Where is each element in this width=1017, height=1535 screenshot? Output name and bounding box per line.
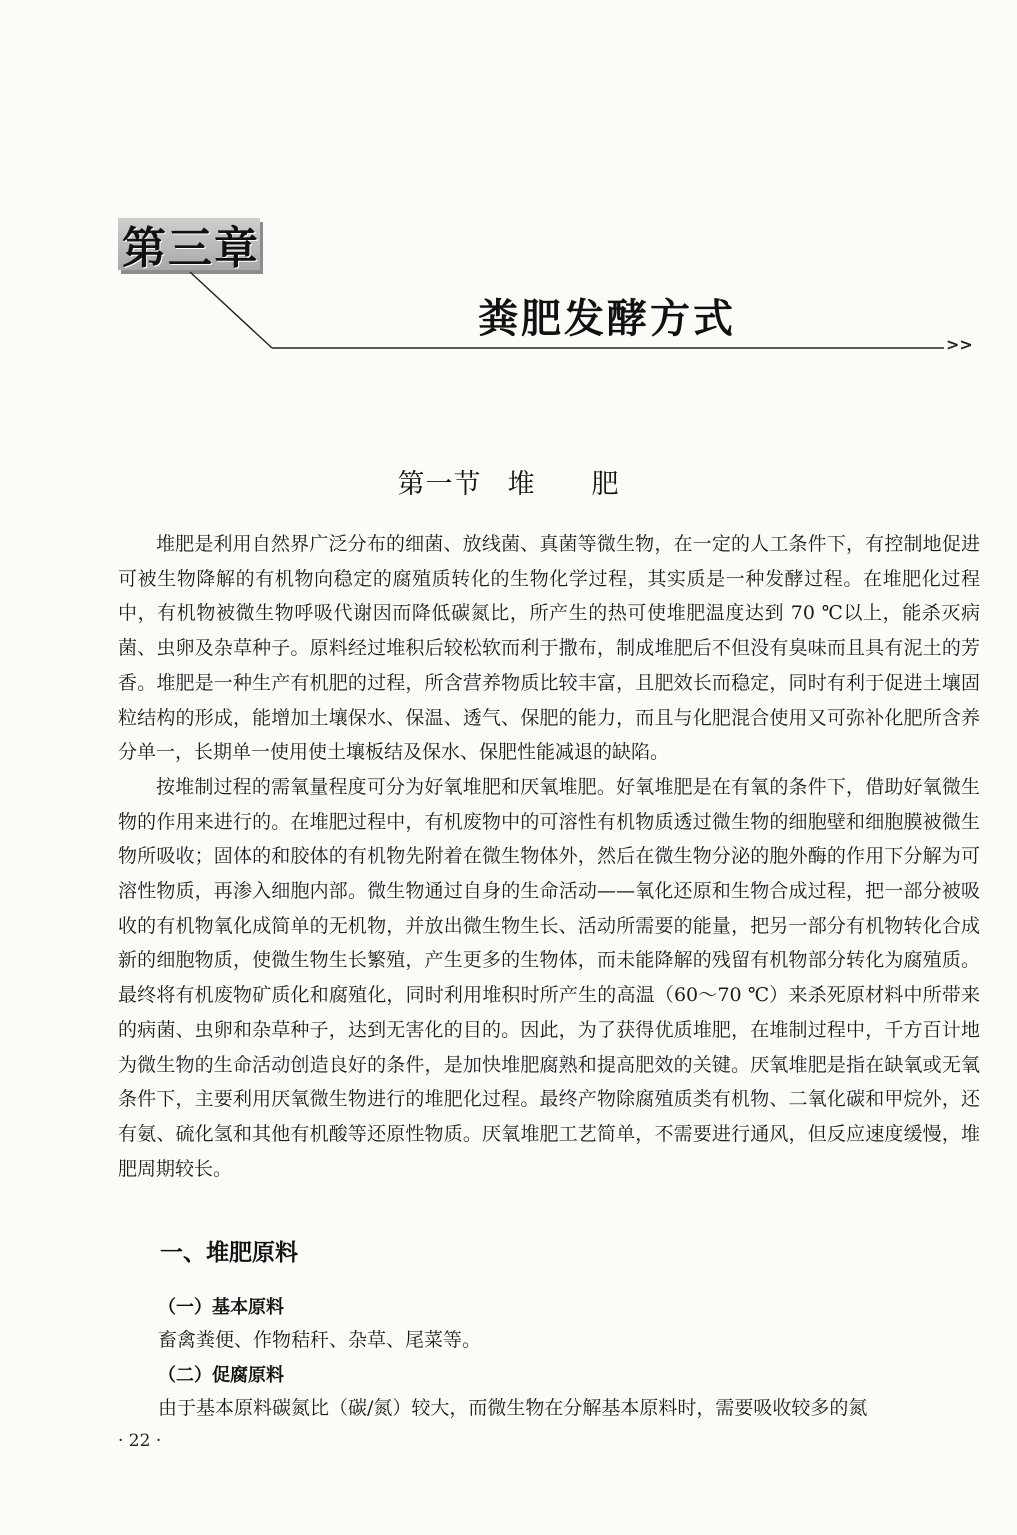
chevron-icon: >> bbox=[946, 335, 973, 354]
diagonal-rule bbox=[190, 272, 272, 348]
section-title-part1: 堆 bbox=[507, 469, 536, 500]
section-heading bbox=[0, 462, 1017, 501]
chapter-label: 第三章 bbox=[122, 223, 260, 274]
paragraph: 按堆制过程的需氧量程度可分为好氧堆肥和厌氧堆肥。好氧堆肥是在有氧的条件下，借助好氧微生物的作用来进行的。在堆肥过程中，有机废物中的可溶性有机物质透过微生物的细胞壁和细胞膜被微生物所吸收；固体的和胶体的有机物先附着在微生物体外，然后在微生物分泌的胞外酶的作用下分解为可溶性物质，再渗入细胞内部。微生物通过自身的生命活动——氧化还原和生物合成过程，把一部分被吸收的有机物氧化成简单的无机物，并放出微生物生长、活动所需要的能量，把另一部分有机物转化合成新的细胞物质，使微生物生长繁殖，产生更多的生物体，而未能降解的残留有机物部分转化为腐殖质。最终将有机废物矿质化和腐殖化，同时利用堆积时所产生的高温（60～70 ℃）来杀死原材料中所带来的病菌、虫卵和杂草种子，达到无害化的目的。因此，为了获得优质堆肥，在堆制过程中，千方百计地为微生物的生命活动创造良好的条件，是加快堆肥腐熟和提高肥效的关键。厌氧堆肥是指在缺氧或无氧条件下，主要利用厌氧微生物进行的堆肥化过程。最终产物除腐殖质类有机物、二氧化碳和甲烷外，还有氨、硫化氢和其他有机酸等还原性物质。厌氧堆肥工艺简单，不需要进行通风，但反应速度缓慢，堆肥周期较长。 bbox=[118, 775, 980, 1180]
page-number: · 22 · bbox=[118, 1431, 162, 1451]
section-title-part2: 肥 bbox=[591, 469, 620, 500]
paragraph: 堆肥是利用自然界广泛分布的细菌、放线菌、真菌等微生物，在一定的人工条件下，有控制地促进可被生物降解的有机物向稳定的腐殖质转化的生物化学过程，其实质是一种发酵过程。在堆肥化过程中，有机物被微生物呼吸代谢因而降低碳氮比，所产生的热可使堆肥温度达到 70 ℃以上，能杀灭病菌、虫卵及杂草种子。原料经过堆积后较松软而利于撒布，制成堆肥后不但没有臭味而且具有泥土的芳香。堆肥是一种生产有机肥的过程，所含营养物质比较丰富，且肥效长而稳定，同时有利于促进土壤固粒结构的形成，能增加土壤保水、保温、透气、保肥的能力，而且与化肥混合使用又可弥补化肥所含养分单一，长期单一使用使土壤板结及保水、保肥性能减退的缺陷。 bbox=[118, 533, 980, 764]
item-text-accelerant-materials: 由于基本原料碳氮比（碳/氮）较大，而微生物在分解基本原料时，需要吸收较多的氮 bbox=[158, 1397, 868, 1419]
body-text bbox=[118, 527, 980, 1186]
item-text-basic-materials: 畜禽粪便、作物秸秆、杂草、尾菜等。 bbox=[158, 1329, 482, 1351]
item-heading-basic-materials: （一）基本原料 bbox=[158, 1297, 284, 1318]
chapter-title: 粪肥发酵方式 bbox=[478, 296, 736, 342]
item-heading-accelerant-materials: （二）促腐原料 bbox=[158, 1365, 284, 1386]
section-number: 第一节 bbox=[397, 469, 482, 500]
subsection-heading: 一、堆肥原料 bbox=[160, 1240, 298, 1266]
